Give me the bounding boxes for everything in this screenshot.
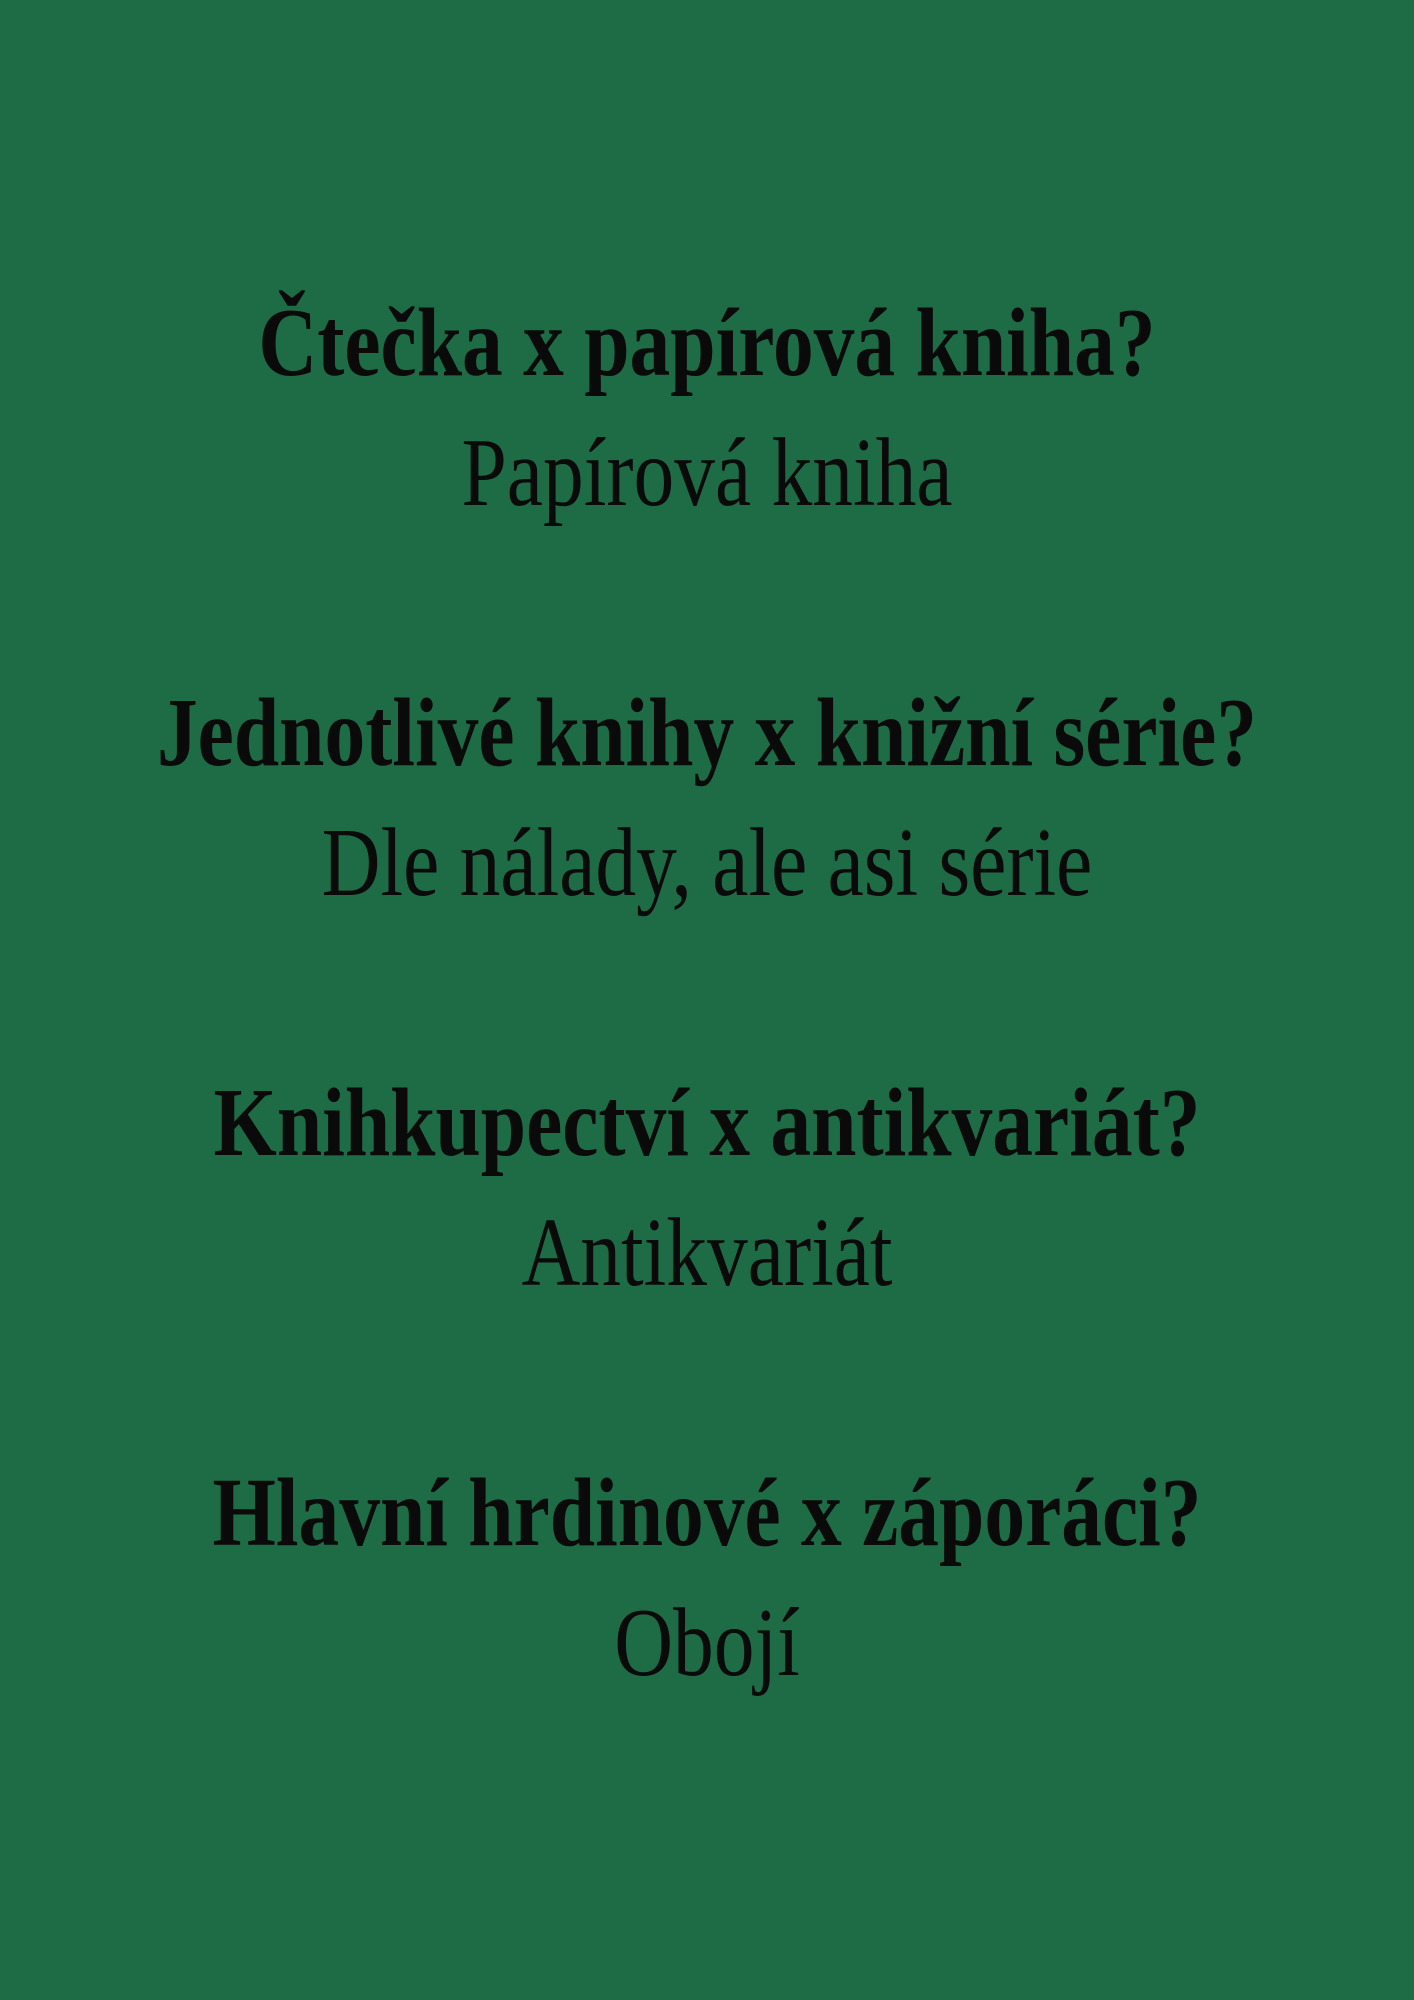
question-text: Knihkupectví x antikvariát? [213, 1069, 1201, 1176]
answer-text: Papírová kniha [461, 419, 953, 526]
qa-block-reader-vs-paper [113, 278, 1301, 538]
qa-block-bookstore-vs-antiquarian [113, 1058, 1301, 1318]
qa-block-heroes-vs-villains [113, 1448, 1301, 1708]
question-text: Čtečka x papírová kniha? [258, 289, 1156, 396]
answer-text: Antikvariát [521, 1199, 893, 1306]
qa-block-single-vs-series [113, 668, 1301, 928]
question-text: Hlavní hrdinové x záporáci? [212, 1459, 1202, 1566]
answer-text: Dle nálady, ale asi série [321, 809, 1093, 916]
question-text: Jednotlivé knihy x knižní série? [156, 679, 1258, 786]
answer-text: Obojí [614, 1589, 800, 1696]
qa-story-card [113, 0, 1301, 1708]
